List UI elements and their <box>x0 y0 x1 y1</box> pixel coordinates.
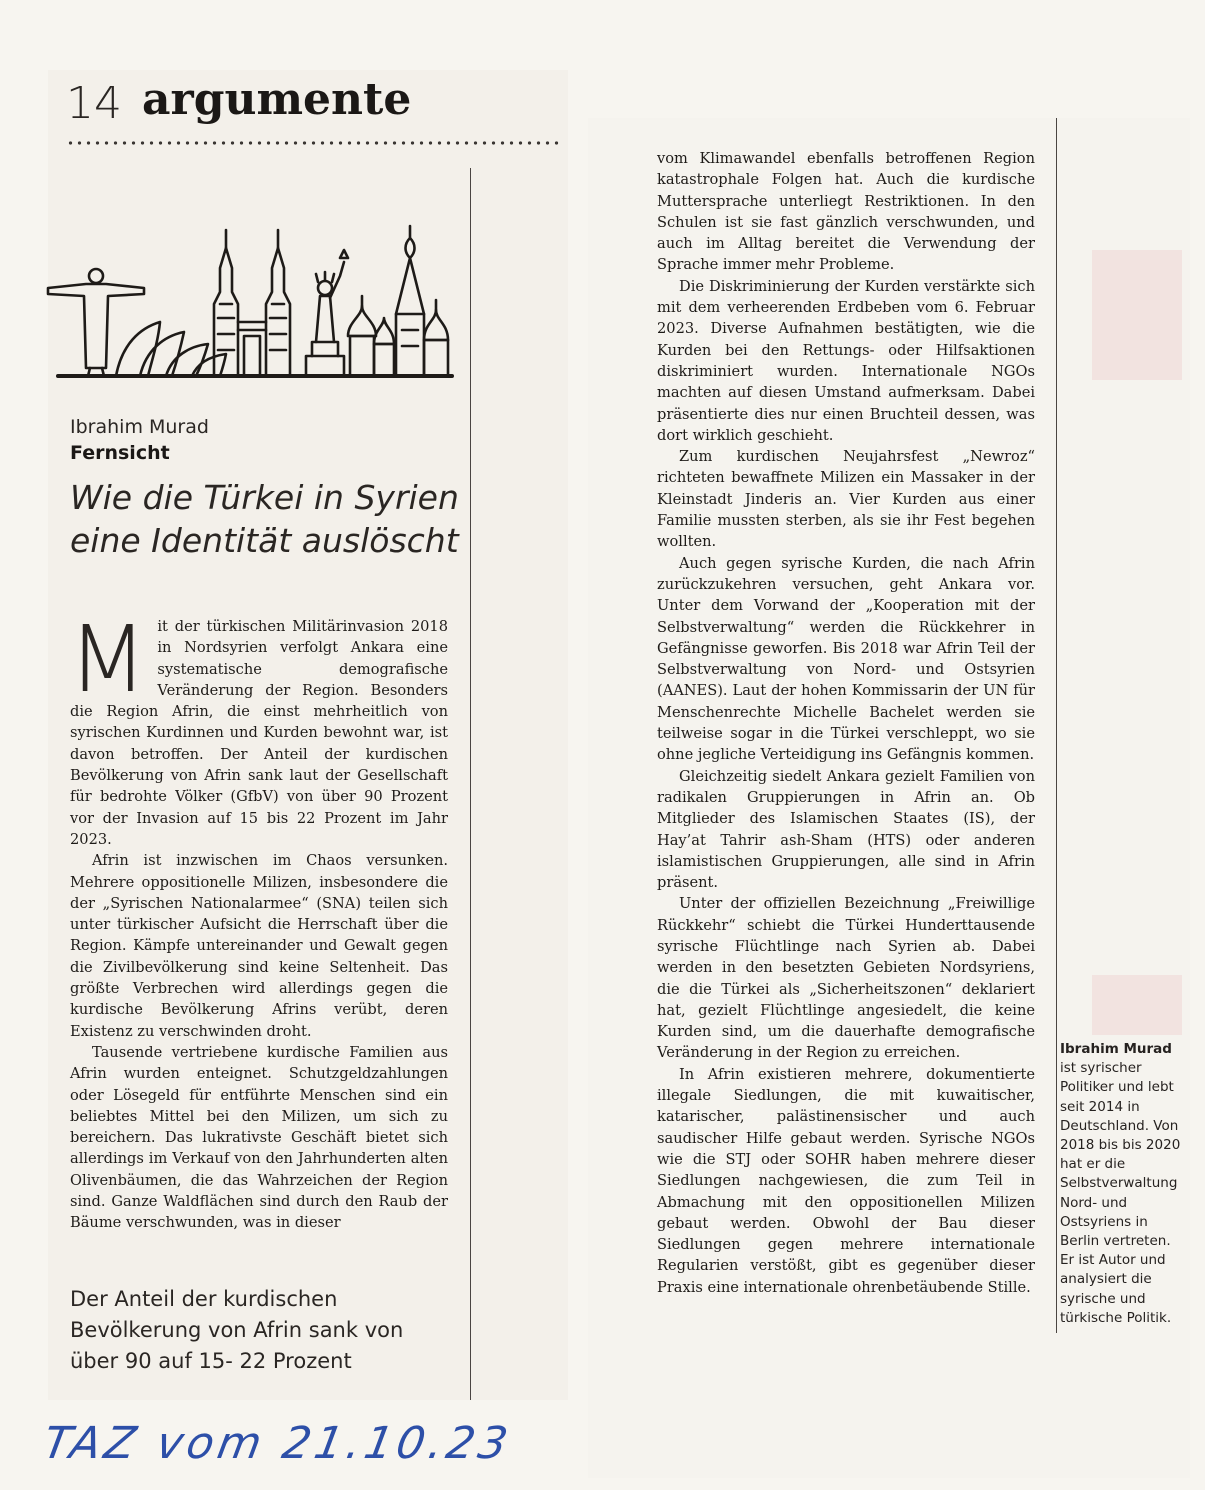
article-headline: Wie die Türkei in Syrien eine Identität auslöscht <box>70 478 459 560</box>
column-rule-left <box>470 168 471 1400</box>
bio-text: ist syrischer Politiker und lebt seit 2014 in Deutschland. Von 2018 bis bis 2020 hat er die Selbstverwaltung Nord- und Ostsyriens in Berlin vertreten. Er ist Autor und analysiert die syrische und türkische Politik. <box>1060 1060 1181 1326</box>
pull-quote: Der Anteil der kurdischen Bevölkerung von Afrin sank von über 90 auf 15- 22 Prozent <box>70 1287 404 1373</box>
bleed-through-shadow <box>1092 250 1182 380</box>
drop-cap: M <box>68 606 148 713</box>
author-name: Ibrahim Murad <box>70 416 209 438</box>
paragraph <box>68 606 448 850</box>
paragraph: Gleichzeitig siedelt Ankara gezielt Familien von radikalen Gruppierungen in Afrin an. Ob Mitglieder des Islamischen Staates (IS), der Hay’at Tahrir ash-Sham (HTS) oder anderen islamistischen Gruppierungen, alle sind in Afrin präsent. <box>657 767 1035 892</box>
column-rule-right <box>1056 118 1057 1333</box>
paragraph: Tausende vertriebene kurdische Familien aus Afrin wurden enteignet. Schutzgeldzahlungen oder Lösegeld für entführte Menschen sind ein beliebtes Mittel bei den Milizen, um sich zu bereichern. Das lukrativste Geschäft bietet sich allerdings im Verkauf von den Jahrhunderten alten Olivenbäumen, die das Wahrzeichen der Region sind. Ganze Waldflächen sind durch den Raub der Bäume verschwunden, was in dieser <box>70 1043 448 1232</box>
article-column-left <box>68 606 448 1234</box>
dotted-divider <box>66 140 560 146</box>
column-label: Fernsicht <box>70 442 170 464</box>
paragraph: In Afrin existieren mehrere, dokumentierte illegale Siedlungen, die mit kuwaitischer, katarischer, palästinensischer und auch saudischer Hilfe gebaut werden. Syrische NGOs wie die STJ oder SOHR haben mehrere dieser Siedlungen nachgewiesen, die zum Teil in Abmachung mit den oppositionellen Milizen gebaut werden. Obwohl der Bau dieser Siedlungen gegen mehrere internationale Regularien verstößt, gibt es gegenüber dieser Praxis eine internationale ohrenbetäubende Stille. <box>657 1065 1035 1296</box>
paragraph: Unter der offiziellen Bezeichnung „Freiwillige Rückkehr“ schiebt die Türkei Hunderttausende syrische Flüchtlinge nach Syrien ab. Dabei werden in den besetzten Gebieten Nordsyriens, die die Türkei als „Sicherheitszonen“ deklariert hat, gezielt Flüchtlinge angesiedelt, die keine Kurden sind, um die dauerhafte demografische Veränderung in der Region zu erreichen. <box>657 895 1035 1062</box>
world-landmarks-skyline-icon <box>44 218 454 383</box>
author-bio <box>1060 1040 1185 1328</box>
paragraph: Afrin ist inzwischen im Chaos versunken. Mehrere oppositionelle Milizen, insbesondere die der „Syrischen Nationalarmee“ (SNA) teilen sich unter türkischer Aufsicht die Herrschaft über die Region. Kämpfe untereinander und Gewalt gegen die Zivilbevölkerung sind keine Seltenheit. Das größte Verbrechen wird allerdings gegen die kurdische Bevölkerung Afrins verübt, deren Existenz zu verschwinden droht. <box>70 852 448 1040</box>
paragraph: Die Diskriminierung der Kurden verstärkte sich mit dem verheerenden Erdbeben vom 6. Februar 2023. Diverse Aufnahmen bestätigten, wie die Kurden bei den Rettungs- oder Hilfsaktionen diskriminiert wurden. Internationale NGOs machten auf diesen Umstand aufmerksam. Dabei präsentierte dies nur einen Bruchteil dessen, was dort wirklich geschieht. <box>657 277 1035 444</box>
paragraph: Auch gegen syrische Kurden, die nach Afrin zurückzukehren versuchen, geht Ankara vor. Unter dem Vorwand der „Kooperation mit der Selbstverwaltung“ werden die Rückkehrer in Gefängnisse geworfen. Bis 2018 war Afrin Teil der Selbstverwaltung von Nord- und Ostsyrien (AANES). Laut der hohen Kommissarin der UN für Menschenrechte Michelle Bachelet werden sie teilweise sogar in die Türkei verschleppt, wo sie ohne jegliche Verteidigung ins Gefängnis kommen. <box>657 554 1035 764</box>
page-number: 14 <box>66 78 122 129</box>
bio-name: Ibrahim Murad <box>1060 1041 1172 1057</box>
paragraph-text: it der türkischen Militärinvasion 2018 in Nordsyrien verfolgt Ankara eine systematische demografische Veränderung der Region. Besonders die Region Afrin, die einst mehrheitlich von syrischen Kurdinnen und Kurden bewohnt war, ist davon betroffen. Der Anteil der kurdischen Bevölkerung von Afrin sank laut der Gesellschaft für bedrohte Völker (GfbV) von über 90 Prozent vor der Invasion auf 15 bis 22 Prozent im Jahr 2023. <box>70 618 448 848</box>
article-column-right <box>657 148 1035 1298</box>
section-title: argumente <box>142 74 412 125</box>
bleed-through-shadow <box>1092 975 1182 1035</box>
paragraph: vom Klimawandel ebenfalls betroffenen Region katastrophale Folgen hat. Auch die kurdische Muttersprache unterliegt Restriktionen. In den Schulen ist sie fast gänzlich verschwunden, und auch im Alltag bereitet die Verwendung der Sprache immer mehr Probleme. <box>657 150 1035 274</box>
handwritten-source-note: TAZ vom 21.10.23 <box>39 1418 516 1469</box>
paragraph: Zum kurdischen Neujahrsfest „Newroz“ richteten bewaffnete Milizen ein Massaker in der Kleinstadt Jinderis an. Vier Kurden aus einer Familie mussten sterben, als sie ihr Fest begehen wollten. <box>657 448 1035 551</box>
